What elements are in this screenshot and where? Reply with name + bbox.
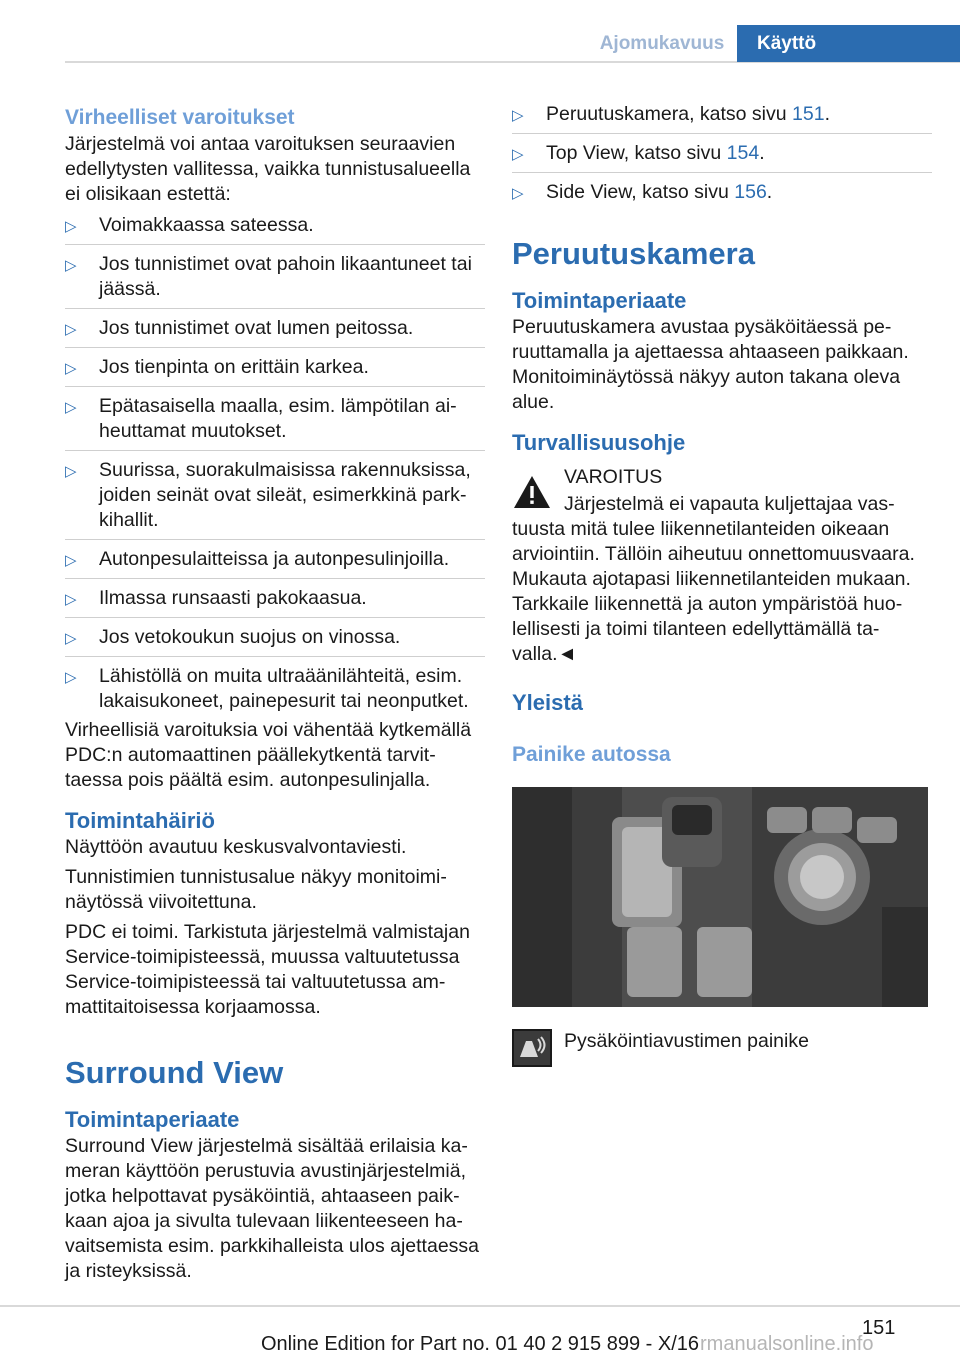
list-item: ▷ Ilmassa runsaasti pakokaasua.	[65, 586, 485, 618]
triangle-bullet-icon: ▷	[512, 185, 524, 202]
page-link[interactable]: 156	[734, 181, 767, 203]
subsection-heading: Painike autossa	[512, 743, 671, 766]
list-item: ▷ Jos vetokoukun suojus on vinossa.	[65, 625, 485, 657]
section-heading: Toimintaperiaate	[512, 288, 687, 313]
footer-edition: Online Edition for Part no. 01 40 2 915 899 - X/16	[260, 1333, 700, 1355]
list-item: ▷ Voimakkaassa sateessa.	[65, 213, 485, 245]
list-item: ▷ Jos tienpinta on erittäin karkea.	[65, 355, 485, 387]
footer-rule	[0, 1305, 960, 1307]
triangle-bullet-icon: ▷	[65, 552, 77, 569]
list-item: ▷ Lähistöllä on muita ultraäänilähteitä, esim. lakaisukoneet, painepesurit tai neonputket.	[65, 665, 469, 712]
triangle-bullet-icon: ▷	[65, 591, 77, 608]
list-item: ▷ Top View, katso sivu 154.	[512, 141, 932, 173]
chapter-heading: Peruutuskamera	[512, 236, 755, 271]
page-number: 151	[862, 1317, 896, 1339]
section-heading: Turvallisuusohje	[512, 430, 686, 455]
console-photo	[512, 787, 928, 1007]
paragraph: Virheellisiä varoituksia voi vähentää kytkemällä PDC:n automaattinen päällekytkentä tarvittaessa pois päältä esim. autonpesulinjalla.	[65, 719, 472, 791]
right-column	[512, 102, 932, 1054]
paragraph: Peruutuskamera avustaa pysäköitäessä peruuttamalla ja ajettaessa ahtaaseen paikkaan. Monitoiminäytössä näkyy auton takana oleva alue.	[512, 316, 909, 413]
warning-triangle-icon	[512, 473, 552, 511]
warning-title: VAROITUS	[564, 466, 663, 488]
list-item: ▷ Epätasaisella maalla, esim. lämpötilan aiheuttamat muutokset.	[65, 394, 485, 451]
paragraph: Tunnistimien tunnistusalue näkyy monitoiminäytössä viivoitettuna.	[65, 866, 447, 913]
section-heading: Virheelliset varoitukset	[65, 106, 295, 129]
condition-list	[65, 213, 485, 718]
paragraph: Järjestelmä voi antaa varoituksen seuraavien edellytysten vallitessa, vaikka tunnistusalueella ei olisikaan estettä:	[65, 133, 471, 205]
paragraph: Näyttöön avautuu keskusvalvontaviesti.	[65, 836, 407, 858]
reference-list	[512, 102, 932, 211]
warning-block	[512, 465, 932, 490]
parking-sensor-icon	[512, 1029, 552, 1067]
watermark: rmanualsonline.info	[700, 1333, 874, 1355]
paragraph: PDC ei toimi. Tarkistuta järjestelmä valmistajan Service-toimipisteessä, muussa valtuutetussa Service-toimipisteessä tai valtuutetussa ammattitaitoisessa korjaamossa.	[65, 921, 470, 1018]
button-caption-row	[512, 1029, 932, 1054]
list-item: ▷ Suurissa, suorakulmaisissa rakennuksissa, joiden seinät ovat sileät, esimerkkinä parkkihallit.	[65, 458, 485, 540]
triangle-bullet-icon: ▷	[65, 669, 77, 686]
section-heading: Yleistä	[512, 690, 583, 715]
section-heading: Toimintaperiaate	[65, 1107, 240, 1132]
triangle-bullet-icon: ▷	[65, 321, 77, 338]
triangle-bullet-icon: ▷	[512, 146, 524, 163]
triangle-bullet-icon: ▷	[65, 218, 77, 235]
warning-text: Järjestelmä ei vapauta kuljettajaa vastuusta mitä tulee liikennetilanteiden oikeaan arviointiin. Tällöin aiheutuu onnettomuusvaara. Mukauta ajotapasi liikennetilanteiden mukaan. Tarkkaile liikennettä ja auton ympäristöä huolellisesti ja toimi tilanteen edellyttämällä tavalla.◄	[512, 493, 915, 665]
triangle-bullet-icon: ▷	[65, 399, 77, 416]
section-heading: Toimintahäiriö	[65, 808, 215, 833]
list-item: ▷ Jos tunnistimet ovat lumen peitossa.	[65, 316, 485, 348]
tab-kaytto[interactable]: Käyttö	[737, 25, 960, 62]
list-item: ▷ Side View, katso sivu 156.	[512, 180, 932, 211]
triangle-bullet-icon: ▷	[65, 463, 77, 480]
triangle-bullet-icon: ▷	[65, 360, 77, 377]
list-item: ▷ Autonpesulaitteissa ja autonpesulinjoilla.	[65, 547, 485, 579]
left-column	[65, 104, 485, 1284]
triangle-bullet-icon: ▷	[65, 630, 77, 647]
chapter-heading: Surround View	[65, 1055, 284, 1090]
tab-ajomukavuus[interactable]: Ajomukavuus	[599, 33, 725, 54]
console-illustration	[512, 787, 928, 1007]
page-link[interactable]: 154	[726, 142, 760, 164]
triangle-bullet-icon: ▷	[65, 257, 77, 274]
button-caption: Pysäköintiavustimen painike	[564, 1030, 809, 1052]
paragraph: Surround View järjestelmä sisältää erilaisia kameran käyttöön perustuvia avustinjärjestelmiä, jotka helpottavat pysäköintiä, ahtaaseen paikkaan ajoa ja sivulta tulevaan liikenteeseen havaitsemista esim. parkkihalleista ulos ajettaessa ja risteyksissä.	[65, 1135, 480, 1282]
page-link[interactable]: 151	[792, 103, 825, 125]
list-item: ▷ Peruutuskamera, katso sivu 151.	[512, 102, 932, 134]
list-item: ▷ Jos tunnistimet ovat pahoin likaantuneet tai jäässä.	[65, 252, 485, 309]
triangle-bullet-icon: ▷	[512, 107, 524, 124]
